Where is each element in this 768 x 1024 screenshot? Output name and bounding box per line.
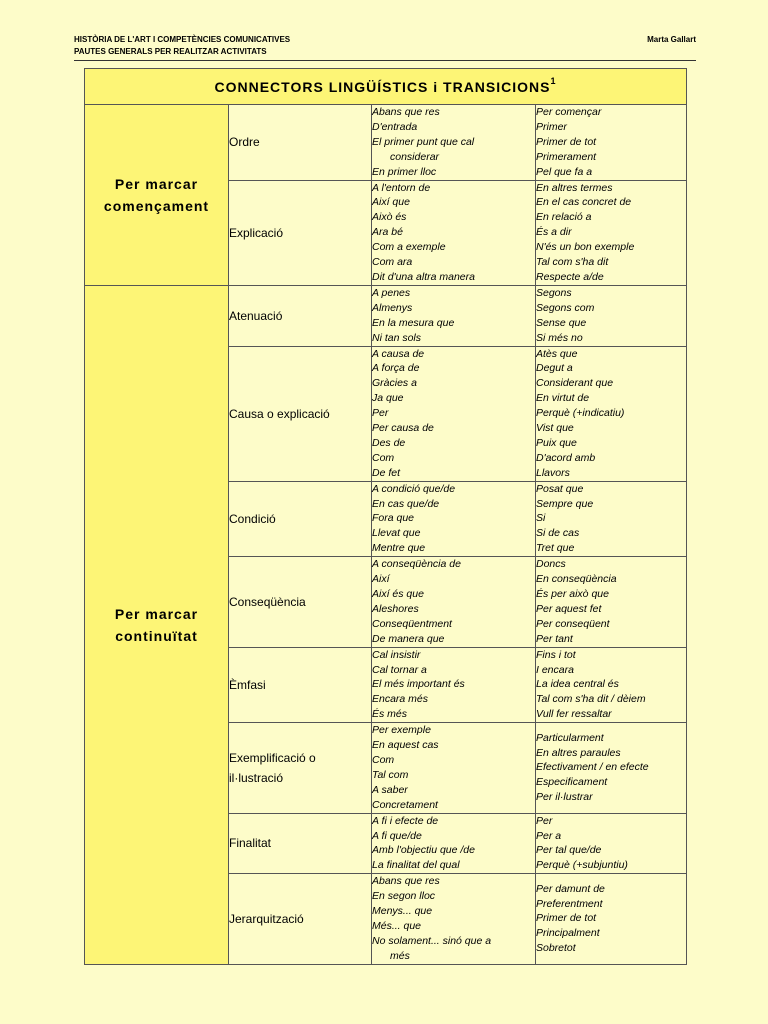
- connector-list-1: [372, 557, 536, 647]
- connector-item: D'entrada: [372, 120, 418, 133]
- connector-item: És a dir: [536, 226, 572, 239]
- group-continuity-label: Per marcar continuïtat: [85, 285, 229, 964]
- connector-list-2: [536, 481, 687, 557]
- connector-item: Així: [372, 573, 390, 586]
- connector-item: La finalitat del qual: [372, 859, 460, 872]
- connector-item: Posat que: [536, 482, 584, 495]
- connector-item: En altres termes: [536, 181, 613, 194]
- connector-item: Primer de tot: [536, 912, 597, 925]
- connector-item: Per aquest fet: [536, 602, 602, 615]
- connector-list-2: [536, 647, 687, 723]
- connector-list-1: [372, 285, 536, 346]
- connector-item: A conseqüència de: [372, 558, 461, 571]
- table-title-text: CONNECTORS LINGÜÍSTICS i TRANSICIONS: [214, 78, 551, 95]
- connector-item: Sempre que: [536, 497, 594, 510]
- category-name: Explicació: [229, 180, 372, 285]
- connector-item: I encara: [536, 663, 574, 676]
- category-name: Finalitat: [229, 813, 372, 874]
- connector-item: Menys... que: [372, 905, 433, 918]
- category-name: Conseqüència: [229, 557, 372, 647]
- connector-item: Ara bé: [372, 226, 403, 239]
- connector-item: Ja que: [372, 392, 404, 405]
- connector-item: Especificament: [536, 776, 608, 789]
- connector-item: A penes: [372, 286, 411, 299]
- connector-item: Això és: [372, 211, 407, 224]
- connector-list-2: [536, 874, 687, 964]
- connector-item: A causa de: [372, 347, 425, 360]
- connector-item: Perquè (+indicatiu): [536, 407, 625, 420]
- connector-item: Per causa de: [372, 422, 434, 435]
- connector-item: De fet: [372, 466, 401, 479]
- category-name: Causa o explicació: [229, 346, 372, 481]
- connector-item: Per il·lustrar: [536, 791, 593, 804]
- connector-item: Particularment: [536, 731, 604, 744]
- connector-item: Conseqüentment: [372, 617, 452, 630]
- connector-item: No solament... sinó que a: [372, 934, 492, 947]
- connector-item: Ni tan sols: [372, 331, 422, 344]
- connector-item: És més: [372, 708, 408, 721]
- connector-item: Sobretot: [536, 942, 576, 955]
- connector-item: Puix que: [536, 436, 577, 449]
- connector-list-1: [372, 481, 536, 557]
- connector-item: Almenys: [372, 301, 413, 314]
- connector-item: Tal com s'ha dit / dèiem: [536, 693, 646, 706]
- connector-item: Perquè (+subjuntiu): [536, 859, 628, 872]
- connector-item: N'és un bon exemple: [536, 241, 635, 254]
- connector-item: En virtut de: [536, 392, 590, 405]
- connector-item: Per exemple: [372, 724, 431, 737]
- header-divider: [74, 60, 696, 61]
- table-row: [85, 285, 687, 346]
- connector-item: Per: [372, 407, 389, 420]
- connector-item: A fi i efecte de: [372, 814, 439, 827]
- connector-item: És per això que: [536, 588, 609, 600]
- connector-item: Amb l'objectiu que /de: [372, 844, 475, 857]
- category-name: Atenuació: [229, 285, 372, 346]
- connector-item: En la mesura que: [372, 316, 455, 329]
- connector-item: En altres paraules: [536, 746, 621, 759]
- connector-item: Fora que: [372, 512, 415, 525]
- connector-item: Doncs: [536, 558, 566, 571]
- connector-list-1: [372, 180, 536, 285]
- connector-item: Com ara: [372, 256, 413, 269]
- connector-item: Per tal que/de: [536, 844, 602, 857]
- connector-item: Aleshores: [372, 602, 419, 615]
- connector-item: Com: [372, 451, 395, 464]
- connector-item: Considerant que: [536, 377, 614, 390]
- connector-item: Si més no: [536, 331, 583, 344]
- connector-list-1: [372, 813, 536, 874]
- category-name: Jerarquització: [229, 874, 372, 964]
- connector-item: A condició que/de: [372, 482, 456, 495]
- connector-item: Tret que: [536, 542, 575, 555]
- header-left: [74, 34, 290, 58]
- connector-item: Tal com: [372, 768, 409, 781]
- connector-item: Abans que res: [372, 106, 440, 118]
- connector-item: El primer punt que cal: [372, 135, 475, 148]
- connector-list-2: [536, 813, 687, 874]
- connectors-table: [84, 68, 687, 965]
- connector-item: considerar: [390, 150, 440, 163]
- connector-item: Gràcies a: [372, 377, 417, 390]
- connector-item: En relació a: [536, 211, 592, 224]
- header-author: Marta Gallart: [647, 35, 696, 44]
- connector-list-2: [536, 557, 687, 647]
- connector-item: A fi que/de: [372, 829, 422, 842]
- connector-list-2: [536, 346, 687, 481]
- connector-item: Per damunt de: [536, 882, 605, 895]
- connector-item: Fins i tot: [536, 648, 576, 661]
- connector-item: Vull fer ressaltar: [536, 708, 612, 721]
- connector-item: Així que: [372, 196, 410, 209]
- connector-item: Primer: [536, 120, 567, 133]
- connector-item: Vist que: [536, 422, 574, 435]
- connector-item: Efectivament / en efecte: [536, 761, 649, 774]
- connector-item: Sense que: [536, 316, 587, 329]
- connector-item: A saber: [372, 783, 408, 796]
- category-name: Ordre: [229, 105, 372, 181]
- connector-item: Primer de tot: [536, 135, 597, 148]
- connector-item: En cas que/de: [372, 497, 440, 510]
- connector-item: Degut a: [536, 362, 573, 375]
- header-subtitle: PAUTES GENERALS PER REALITZAR ACTIVITATS: [74, 47, 267, 56]
- connector-item: Cal tornar a: [372, 663, 427, 676]
- connector-item: Mentre que: [372, 542, 426, 555]
- category-name: Condició: [229, 481, 372, 557]
- footnote-mark: 1: [550, 75, 557, 86]
- connector-item: Preferentment: [536, 897, 603, 910]
- connector-item: Pel que fa a: [536, 165, 593, 178]
- connector-item: Abans que res: [372, 875, 440, 888]
- connector-item: Segons com: [536, 301, 595, 314]
- connector-item: Cal insistir: [372, 648, 421, 661]
- connector-item: A l'entorn de: [372, 181, 431, 194]
- connector-item: Per a: [536, 829, 562, 842]
- connector-item: Com a exemple: [372, 241, 446, 254]
- connector-item: Atès que: [536, 347, 578, 360]
- connector-item: Més... que: [372, 919, 422, 932]
- connector-item: Concretament: [372, 798, 438, 811]
- category-name: Exemplificació o il·lustració: [229, 723, 372, 813]
- connector-item: Primerament: [536, 150, 597, 163]
- connector-list-2: [536, 285, 687, 346]
- connector-item: El més important és: [372, 678, 465, 691]
- connector-item: Respecte a/de: [536, 270, 604, 283]
- connector-list-1: [372, 723, 536, 813]
- connector-list-2: [536, 723, 687, 813]
- connector-item: Des de: [372, 436, 406, 449]
- header-course: HISTÒRIA DE L'ART I COMPETÈNCIES COMUNICATIVES: [74, 35, 291, 44]
- connector-list-1: [372, 346, 536, 481]
- connector-item: Com: [372, 753, 395, 766]
- connector-item: Si de cas: [536, 527, 580, 540]
- connector-item: Llevat que: [372, 527, 421, 540]
- connector-item: Principalment: [536, 927, 600, 940]
- connector-item: Així és que: [372, 588, 424, 600]
- connector-item: De manera que: [372, 632, 445, 645]
- connector-item: Encara més: [372, 693, 429, 706]
- connector-list-2: [536, 180, 687, 285]
- connector-item: En conseqüència: [536, 573, 617, 586]
- connector-item: En segon lloc: [372, 890, 436, 903]
- group-start-label: Per marcar començament: [85, 105, 229, 286]
- connector-item: Si: [536, 512, 546, 525]
- connector-list-1: [372, 105, 536, 181]
- table-title: [85, 69, 687, 105]
- connector-item: Per conseqüent: [536, 617, 610, 630]
- connector-item: La idea central és: [536, 678, 619, 691]
- table-row: [85, 105, 687, 181]
- title-row: [85, 69, 687, 105]
- connector-item: Dit d'una altra manera: [372, 270, 475, 283]
- connector-item: Tal com s'ha dit: [536, 256, 609, 269]
- connector-list-2: [536, 105, 687, 181]
- category-name: Èmfasi: [229, 647, 372, 723]
- connector-list-1: [372, 874, 536, 964]
- connector-item: Per començar: [536, 106, 602, 118]
- connector-item: més: [390, 949, 410, 962]
- connector-item: Per: [536, 814, 553, 827]
- connector-item: Llavors: [536, 466, 570, 479]
- connector-item: Segons: [536, 286, 572, 299]
- connector-item: En el cas concret de: [536, 196, 632, 209]
- connector-item: A força de: [372, 362, 420, 375]
- connector-item: En primer lloc: [372, 165, 437, 178]
- connector-item: D'acord amb: [536, 451, 596, 464]
- connector-list-1: [372, 647, 536, 723]
- connector-item: Per tant: [536, 632, 573, 645]
- connector-item: En aquest cas: [372, 739, 439, 752]
